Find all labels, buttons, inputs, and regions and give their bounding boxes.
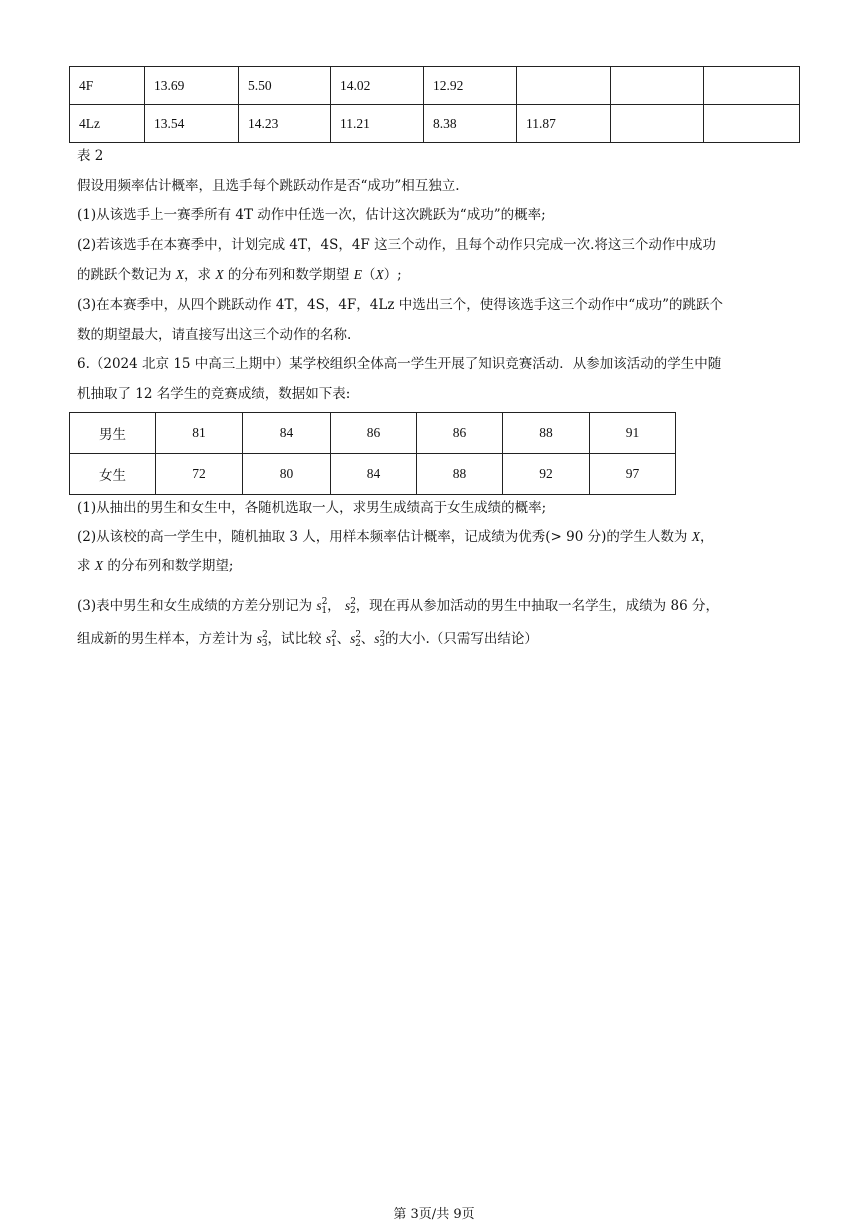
table-cell: 91 <box>590 413 676 454</box>
table-row <box>70 454 676 495</box>
table-row <box>70 67 800 105</box>
table-cell: 88 <box>417 454 503 495</box>
table-row <box>70 105 800 143</box>
jump-score-table <box>69 66 800 143</box>
table-cell: 92 <box>503 454 590 495</box>
problem-6-intro-line1: 6.（2024 北京 15 中高三上期中）某学校组织全体高一学生开展了知识竞赛活动．从参加该活动的学生中随 <box>77 356 722 372</box>
table-cell: 14.23 <box>239 105 331 143</box>
question-6-2-line1: (2)从该校的高一学生中，随机抽取 3 人，用样本频率估计概率，记成绩为优秀(> 90 分)的学生人数为 X， <box>77 529 714 545</box>
table-cell: 81 <box>156 413 243 454</box>
table-cell: 5.50 <box>239 67 331 105</box>
table-cell <box>517 67 611 105</box>
table-cell: 11.21 <box>331 105 424 143</box>
question-5-2-line2: 的跳跃个数记为 X，求 X 的分布列和数学期望 E（X）; <box>77 267 402 283</box>
question-6-3-line2: 组成新的男生样本，方差计为 $s^2_3$，试比较 $s^2_1$、$s^2_2$、$s^2_3$的大小.（只需写出结论） <box>77 630 538 649</box>
question-5-3-line1: (3)在本赛季中，从四个跳跃动作 4T，4S，4F，4Lz 中选出三个，使得该选手这三个动作中“成功”的跳跃个 <box>77 297 724 313</box>
table-cell: 11.87 <box>517 105 611 143</box>
table-cell: 84 <box>331 454 417 495</box>
table-cell: 14.02 <box>331 67 424 105</box>
table-cell: 80 <box>243 454 331 495</box>
question-6-2-line2: 求 X 的分布列和数学期望; <box>77 558 234 574</box>
table-cell: 72 <box>156 454 243 495</box>
question-6-3-line1: (3)表中男生和女生成绩的方差分别记为 $s^2_1$， $s^2_2$，现在再从参加活动的男生中抽取一名学生，成绩为 86 分， <box>77 597 719 616</box>
assumption-text: 假设用频率估计概率，且选手每个跳跃动作是否“成功”相互独立. <box>77 178 460 194</box>
table-cell: 13.69 <box>145 67 239 105</box>
table-cell: 86 <box>331 413 417 454</box>
table-cell: 4Lz <box>70 105 145 143</box>
table-cell: 男生 <box>70 413 156 454</box>
problem-6-intro-line2: 机抽取了 12 名学生的竞赛成绩，数据如下表: <box>77 386 351 402</box>
table-cell <box>611 67 704 105</box>
question-5-1: (1)从该选手上一赛季所有 4T 动作中任选一次，估计这次跳跃为“成功”的概率; <box>77 207 546 223</box>
table-cell: 女生 <box>70 454 156 495</box>
table-cell <box>704 67 800 105</box>
table-cell: 4F <box>70 67 145 105</box>
question-5-2-line1: (2)若该选手在本赛季中，计划完成 4T，4S，4F 这三个动作，且每个动作只完成一次.将这三个动作中成功 <box>77 237 716 253</box>
table-cell: 88 <box>503 413 590 454</box>
table-cell <box>704 105 800 143</box>
table-row <box>70 413 676 454</box>
table-cell: 12.92 <box>424 67 517 105</box>
question-5-3-line2: 数的期望最大，请直接写出这三个动作的名称. <box>77 327 352 343</box>
table-cell: 97 <box>590 454 676 495</box>
table-cell: 86 <box>417 413 503 454</box>
competition-score-table <box>69 412 676 495</box>
page-footer: 第 3页/共 9页 <box>393 1207 475 1222</box>
table-cell: 84 <box>243 413 331 454</box>
table-cell <box>611 105 704 143</box>
table-cell: 13.54 <box>145 105 239 143</box>
table-caption: 表 2 <box>77 148 104 164</box>
table-cell: 8.38 <box>424 105 517 143</box>
question-6-1: (1)从抽出的男生和女生中，各随机选取一人，求男生成绩高于女生成绩的概率; <box>77 500 547 516</box>
